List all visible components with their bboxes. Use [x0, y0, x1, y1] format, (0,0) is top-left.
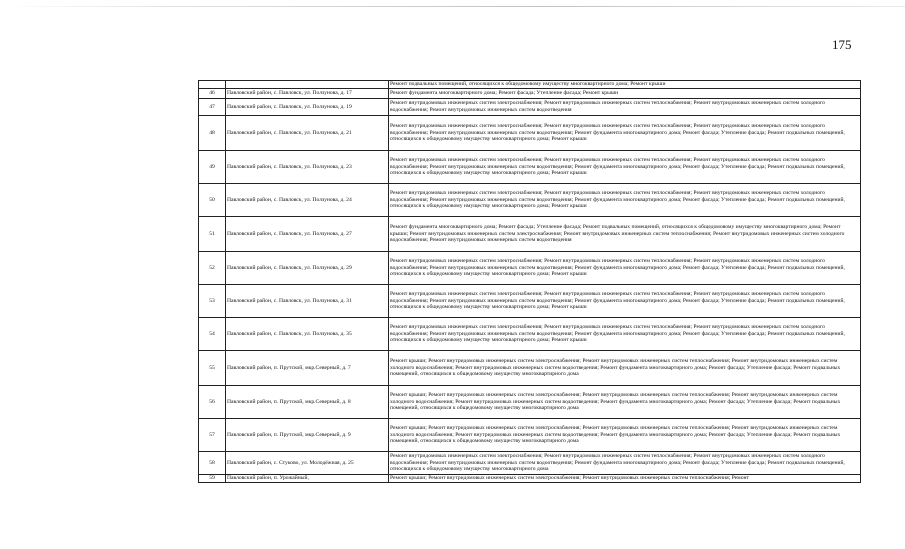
table-row	[199, 116, 861, 151]
table-row	[199, 475, 861, 483]
row-works: Ремонт внутридомовых инженерных систем электроснабжения; Ремонт внутридомовых инженерных систем теплоснабжения; Ремонт внутридомовых инженерных систем холодного водоснабжения; Ремонт внутридомовых инженерных систем водоотведения; Ремонт фундамента многоквартирного дома; Ремонт фасада; Утепление фасада; Ремонт подвальных помещений, относящихся к общедомовому имуществу многоквартирного дома; Ремонт крыши	[389, 252, 861, 285]
table-row	[199, 81, 861, 89]
scan-edge-line	[0, 6, 905, 7]
row-address: Павловский район, с. Павловск, ул. Ползунова, д. 17	[226, 89, 389, 99]
table-row	[199, 285, 861, 318]
table-row	[199, 386, 861, 419]
table-row	[199, 452, 861, 475]
row-address: Павловский район, с. Павловск, ул. Ползунова, д. 35	[226, 318, 389, 351]
row-works: Ремонт внутридомовых инженерных систем электроснабжения; Ремонт внутридомовых инженерных систем теплоснабжения; Ремонт внутридомовых инженерных систем холодного водоснабжения; Ремонт внутридомовых инженерных систем водоотведения; Ремонт фундамента многоквартирного дома; Ремонт фасада; Утепление фасада; Ремонт подвальных помещений, относящихся к общедомовому имуществу многоквартирного дома; Ремонт крыши	[389, 318, 861, 351]
table-body	[199, 81, 861, 483]
row-works: Ремонт крыши; Ремонт внутридомовых инженерных систем электроснабжения; Ремонт внутридомовых инженерных систем теплоснабжения; Ремонт внутридомовых инженерных систем холодного водоснабжения; Ремонт внутридомовых инженерных систем водоотведения; Ремонт фундамента многоквартирного дома; Ремонт фасада; Утепление фасада; Ремонт подвальных помещений, относящихся к общедомовому имуществу многоквартирного дома	[389, 351, 861, 386]
row-address: Павловский район, п. Урожайный,	[226, 475, 389, 483]
row-number: 52	[199, 252, 226, 285]
table-row	[199, 252, 861, 285]
table-row	[199, 217, 861, 252]
row-works: Ремонт внутридомовых инженерных систем электроснабжения; Ремонт внутридомовых инженерных систем теплоснабжения; Ремонт внутридомовых инженерных систем холодного водоснабжения; Ремонт внутридомовых инженерных систем водоотведения	[389, 99, 861, 116]
table-row	[199, 318, 861, 351]
row-address: Павловский район, п. Прутской, мкр.Северный, д. 9	[226, 419, 389, 452]
row-number: 46	[199, 89, 226, 99]
row-address: Павловский район, с. Павловск, ул. Ползунова, д. 21	[226, 116, 389, 151]
row-number	[199, 81, 226, 89]
row-works: Ремонт внутридомовых инженерных систем электроснабжения; Ремонт внутридомовых инженерных систем теплоснабжения; Ремонт внутридомовых инженерных систем холодного водоснабжения; Ремонт внутридомовых инженерных систем водоотведения; Ремонт фундамента многоквартирного дома; Ремонт фасада; Утепление фасада; Ремонт подвальных помещений, относящихся к общедомовому имуществу многоквартирного дома; Ремонт крыши	[389, 184, 861, 217]
row-works: Ремонт крыши; Ремонт внутридомовых инженерных систем электроснабжения; Ремонт внутридомовых инженерных систем теплоснабжения; Ремонт внутридомовых инженерных систем холодного водоснабжения; Ремонт внутридомовых инженерных систем водоотведения; Ремонт фундамента многоквартирного дома; Ремонт фасада; Утепление фасада; Ремонт подвальных помещений, относящихся к общедомовому имуществу многоквартирного дома	[389, 419, 861, 452]
row-number: 48	[199, 116, 226, 151]
row-works: Ремонт фундамента многоквартирного дома; Ремонт фасада; Утепление фасада; Ремонт подвальных помещений, относящихся к общедомовому имуществу многоквартирного дома; Ремонт крыши; Ремонт внутридомовых инженерных систем электроснабжения; Ремонт внутридомовых инженерных систем теплоснабжения; Ремонт внутридомовых инженерных систем холодного водоснабжения; Ремонт внутридомовых инженерных систем водоотведения	[389, 217, 861, 252]
row-number: 56	[199, 386, 226, 419]
row-address	[226, 81, 389, 89]
row-number: 49	[199, 151, 226, 184]
row-address: Павловский район, с. Стуково, ул. Молодёжная, д. 25	[226, 452, 389, 475]
table-row	[199, 419, 861, 452]
row-address: Павловский район, с. Павловск, ул. Ползунова, д. 23	[226, 151, 389, 184]
row-address: Павловский район, с. Павловск, ул. Ползунова, д. 31	[226, 285, 389, 318]
row-works: Ремонт крыши; Ремонт внутридомовых инженерных систем электроснабжения; Ремонт внутридомовых инженерных систем теплоснабжения; Ремонт внутридомовых инженерных систем холодного водоснабжения; Ремонт внутридомовых инженерных систем водоотведения; Ремонт фундамента многоквартирного дома; Ремонт фасада; Утепление фасада; Ремонт подвальных помещений, относящихся к общедомовому имуществу многоквартирного дома	[389, 386, 861, 419]
row-address: Павловский район, с. Павловск, ул. Ползунова, д. 24	[226, 184, 389, 217]
row-number: 59	[199, 475, 226, 483]
row-address: Павловский район, с. Павловск, ул. Ползунова, д. 29	[226, 252, 389, 285]
row-number: 58	[199, 452, 226, 475]
row-number: 57	[199, 419, 226, 452]
row-works: Ремонт подвальных помещений, относящихся к общедомовому имуществу многоквартирного дома; Ремонт крыши	[389, 81, 861, 89]
row-works: Ремонт внутридомовых инженерных систем электроснабжения; Ремонт внутридомовых инженерных систем теплоснабжения; Ремонт внутридомовых инженерных систем холодного водоснабжения; Ремонт внутридомовых инженерных систем водоотведения; Ремонт фундамента многоквартирного дома; Ремонт фасада; Утепление фасада; Ремонт подвальных помещений, относящихся к общедомовому имуществу многоквартирного дома; Ремонт крыши	[389, 151, 861, 184]
row-number: 51	[199, 217, 226, 252]
row-address: Павловский район, п. Прутской, мкр.Северный, д. 8	[226, 386, 389, 419]
table-row	[199, 151, 861, 184]
row-address: Павловский район, с. Павловск, ул. Ползунова, д. 19	[226, 99, 389, 116]
row-number: 55	[199, 351, 226, 386]
row-works: Ремонт внутридомовых инженерных систем электроснабжения; Ремонт внутридомовых инженерных систем теплоснабжения; Ремонт внутридомовых инженерных систем холодного водоснабжения; Ремонт внутридомовых инженерных систем водоотведения; Ремонт фундамента многоквартирного дома; Ремонт фасада; Утепление фасада; Ремонт подвальных помещений, относящихся к общедомовому имуществу многоквартирного дома	[389, 452, 861, 475]
table-row	[199, 89, 861, 99]
row-number: 50	[199, 184, 226, 217]
row-number: 47	[199, 99, 226, 116]
row-address: Павловский район, с. Павловск, ул. Ползунова, д. 27	[226, 217, 389, 252]
row-number: 54	[199, 318, 226, 351]
table-row	[199, 99, 861, 116]
row-works: Ремонт внутридомовых инженерных систем электроснабжения; Ремонт внутридомовых инженерных систем теплоснабжения; Ремонт внутридомовых инженерных систем холодного водоснабжения; Ремонт внутридомовых инженерных систем водоотведения; Ремонт фундамента многоквартирного дома; Ремонт фасада; Утепление фасада; Ремонт подвальных помещений, относящихся к общедомовому имуществу многоквартирного дома; Ремонт крыши	[389, 116, 861, 151]
table-row	[199, 351, 861, 386]
row-works: Ремонт внутридомовых инженерных систем электроснабжения; Ремонт внутридомовых инженерных систем теплоснабжения; Ремонт внутридомовых инженерных систем холодного водоснабжения; Ремонт внутридомовых инженерных систем водоотведения; Ремонт фундамента многоквартирного дома; Ремонт фасада; Утепление фасада; Ремонт подвальных помещений, относящихся к общедомовому имуществу многоквартирного дома; Ремонт крыши	[389, 285, 861, 318]
row-address: Павловский район, п. Прутской, мкр.Северный, д. 7	[226, 351, 389, 386]
page-number: 175	[832, 37, 852, 52]
repair-schedule-table	[198, 80, 861, 483]
table-row	[199, 184, 861, 217]
row-works: Ремонт фундамента многоквартирного дома; Ремонт фасада; Утепление фасада; Ремонт крыши	[389, 89, 861, 99]
row-works: Ремонт крыши; Ремонт внутридомовых инженерных систем электроснабжения; Ремонт внутридомовых инженерных систем теплоснабжения; Ремонт	[389, 475, 861, 483]
row-number: 53	[199, 285, 226, 318]
